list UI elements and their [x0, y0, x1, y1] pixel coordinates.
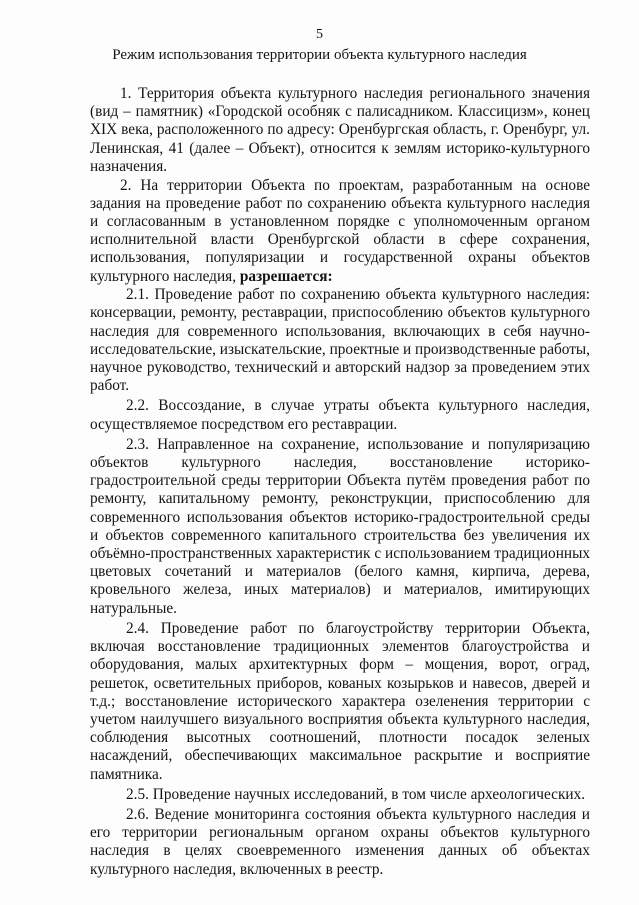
paragraph-text: 2.5. Проведение научных исследований, в том числе археологических.	[126, 785, 586, 803]
paragraph-text: 2.1. Проведение работ по сохранению объекта культурного наследия: консервации, ремонту, реставрации, приспособлению объектов культурного наследия для современного использования, включающих в себя научно-исследовательские, изыскательские, проектные и производственные работы, научное руководство, технический и авторский надзор за проведением этих работ.	[90, 286, 590, 395]
paragraph-2-3	[90, 436, 590, 618]
paragraph-2-4	[90, 620, 590, 784]
page-number: 5	[316, 27, 323, 42]
paragraph-2-5	[90, 786, 590, 804]
emphasis-text: разрешается:	[239, 267, 333, 285]
paragraph-text: 2.2. Воссоздание, в случае утраты объекта культурного наследия, осуществляемое посредством его реставрации.	[90, 397, 590, 433]
paragraph-2-2	[90, 397, 590, 433]
paragraph-text: 1. Территория объекта культурного наследия регионального значения (вид – памятник) «Городской особняк с палисадником. Классицизм», конец XIX века, расположенного по адресу: Оренбургская область, г. Оренбург, ул. Ленинская, 41 (далее – Объект), относится к землям историко-культурного назначения.	[90, 85, 590, 175]
paragraph-1	[90, 85, 590, 176]
paragraph-2-1	[90, 286, 590, 395]
paragraph-2	[90, 177, 590, 286]
paragraph-2-6	[90, 806, 590, 879]
paragraph-text: 2.3. Направленное на сохранение, использование и популяризацию объектов культурного наследия, восстановление историко-градостроительной среды территории Объекта путём проведения работ по ремонту, капитальному ремонту, реконструкции, приспособлению для современного использования объектов историко-градостроительной среды и объектов современного капитального строительства без увеличения их объёмно-пространственных характеристик с использованием традиционных цветовых сочетаний и материалов (белого камня, кирпича, дерева, кровельного железа, иных материалов) и материалов, имитирующих натуральные.	[90, 435, 590, 617]
paragraph-text: 2.6. Ведение мониторинга состояния объекта культурного наследия и его территории региональным органом охраны объектов культурного наследия в целях своевременного изменения данных об объектах культурного наследия, включенных в реестр.	[90, 805, 590, 878]
document-body	[90, 85, 590, 879]
paragraph-text: 2.4. Проведение работ по благоустройству территории Объекта, включая восстановление традиционных элементов благоустройства и оборудования, малых архитектурных форм – мощения, ворот, оград, решеток, осветительных приборов, кованых козырьков и навесов, дверей и т.д.; восстановление исторического характера озеленения территории с учетом наилучшего визуального восприятия объекта культурного наследия, соблюдения высотных соотношений, плотности посадок зеленых насаждений, обеспечивающих максимальное раскрытие и восприятие памятника.	[90, 619, 590, 783]
paragraph-text: 2. На территории Объекта по проектам, разработанным на основе задания на проведение работ по сохранению объекта культурного наследия и согласованным в установленном порядке с уполномоченным органом исполнительной власти Оренбургской области в сфере сохранения, использования, популяризации и государственной охраны объектов культурного наследия,	[90, 176, 590, 285]
document-title: Режим использования территории объекта культурного наследия	[112, 47, 527, 63]
